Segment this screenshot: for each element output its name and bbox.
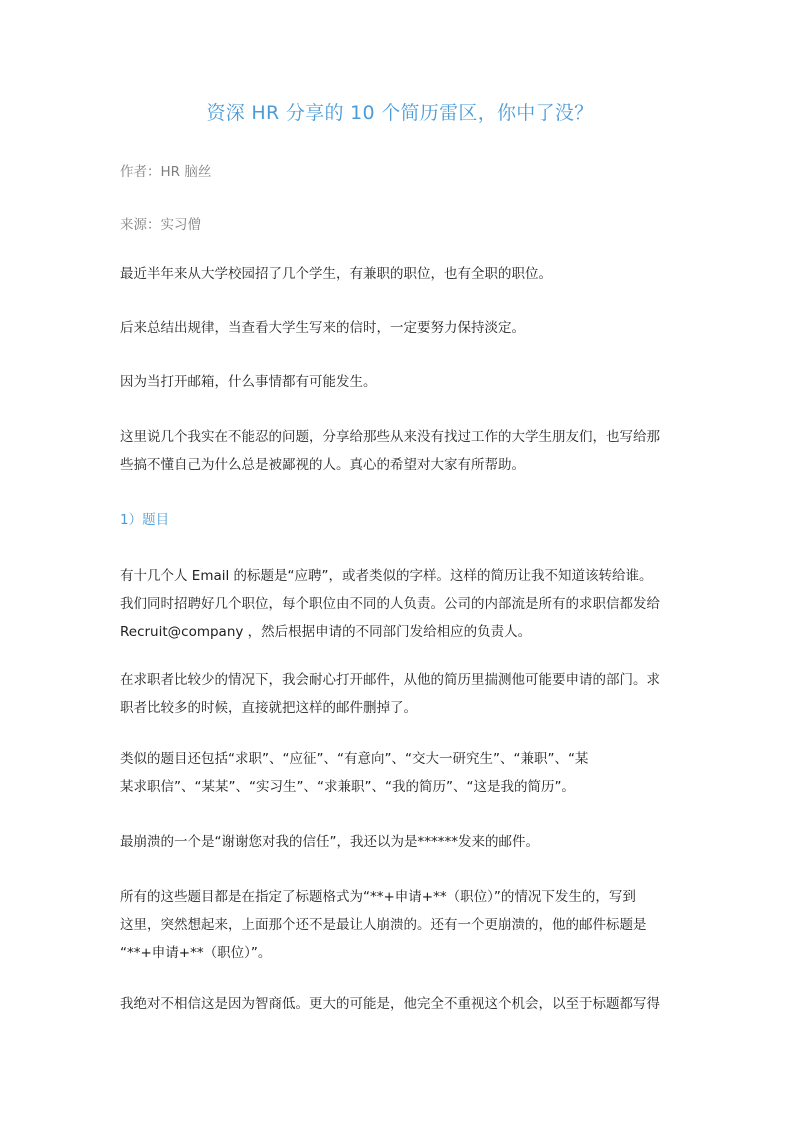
intro-paragraph-4 [120,423,690,479]
text-line: 有十几个人 Email 的标题是“应聘”，或者类似的字样。这样的简历让我不知道该转给谁。 [120,568,653,584]
text-line: 最近半年来从大学校园招了几个学生，有兼职的职位，也有全职的职位。 [120,266,552,282]
source-line: 来源：实习僧 [120,217,201,233]
text-line: 些搞不懂自己为什么总是被鄙视的人。真心的希望对大家有所帮助。 [120,457,525,473]
text-line: 所有的这些题目都是在指定了标题格式为“**+申请+**（职位）”的情况下发生的，写到 [120,889,636,905]
text-line: Recruit@company ，然后根据申请的不同部门发给相应的负责人。 [120,624,532,640]
section-heading-1: 1）题目 [120,512,170,528]
text-line: 我们同时招聘好几个职位，每个职位由不同的人负责。公司的内部流是所有的求职信都发给 [120,596,660,612]
text-line: 因为当打开邮箱，什么事情都有可能发生。 [120,374,377,390]
section-paragraph-6 [120,990,690,1018]
intro-paragraph-2 [120,314,690,342]
section-paragraph-3 [120,745,690,801]
author-line: 作者：HR 脑丝 [120,164,212,180]
text-line: 我绝对不相信这是因为智商低。更大的可能是，他完全不重视这个机会，以至于标题都写得 [120,996,660,1012]
text-line: 这里说几个我实在不能忍的问题，分享给那些从来没有找过工作的大学生朋友们，也写给那 [120,429,660,445]
text-line: 最崩溃的一个是“谢谢您对我的信任”，我还以为是******发来的邮件。 [120,834,539,850]
text-line: 这里，突然想起来，上面那个还不是最让人崩溃的。还有一个更崩溃的，他的邮件标题是 [120,917,647,933]
text-line: 类似的题目还包括“求职”、“应征”、“有意向”、“交大一研究生”、“兼职”、“某 [120,751,589,767]
intro-paragraph-3 [120,368,690,396]
text-line: 在求职者比较少的情况下，我会耐心打开邮件，从他的简历里揣测他可能要申请的部门。求 [120,672,660,688]
text-line: 某求职信”、“某某”、“实习生”、“求兼职”、“我的简历”、“这是我的简历”。 [120,779,575,795]
section-paragraph-5 [120,883,690,967]
text-line: “**+申请+**（职位）”。 [120,945,272,961]
section-paragraph-4 [120,828,690,856]
text-line: 后来总结出规律，当查看大学生写来的信时，一定要努力保持淡定。 [120,320,525,336]
section-paragraph-2 [120,666,690,722]
text-line: 职者比较多的时候，直接就把这样的邮件删掉了。 [120,700,417,716]
intro-paragraph-1 [120,260,690,288]
article-title: 资深 HR 分享的 10 个简历雷区，你中了没？ [206,102,594,124]
section-paragraph-1 [120,562,690,646]
